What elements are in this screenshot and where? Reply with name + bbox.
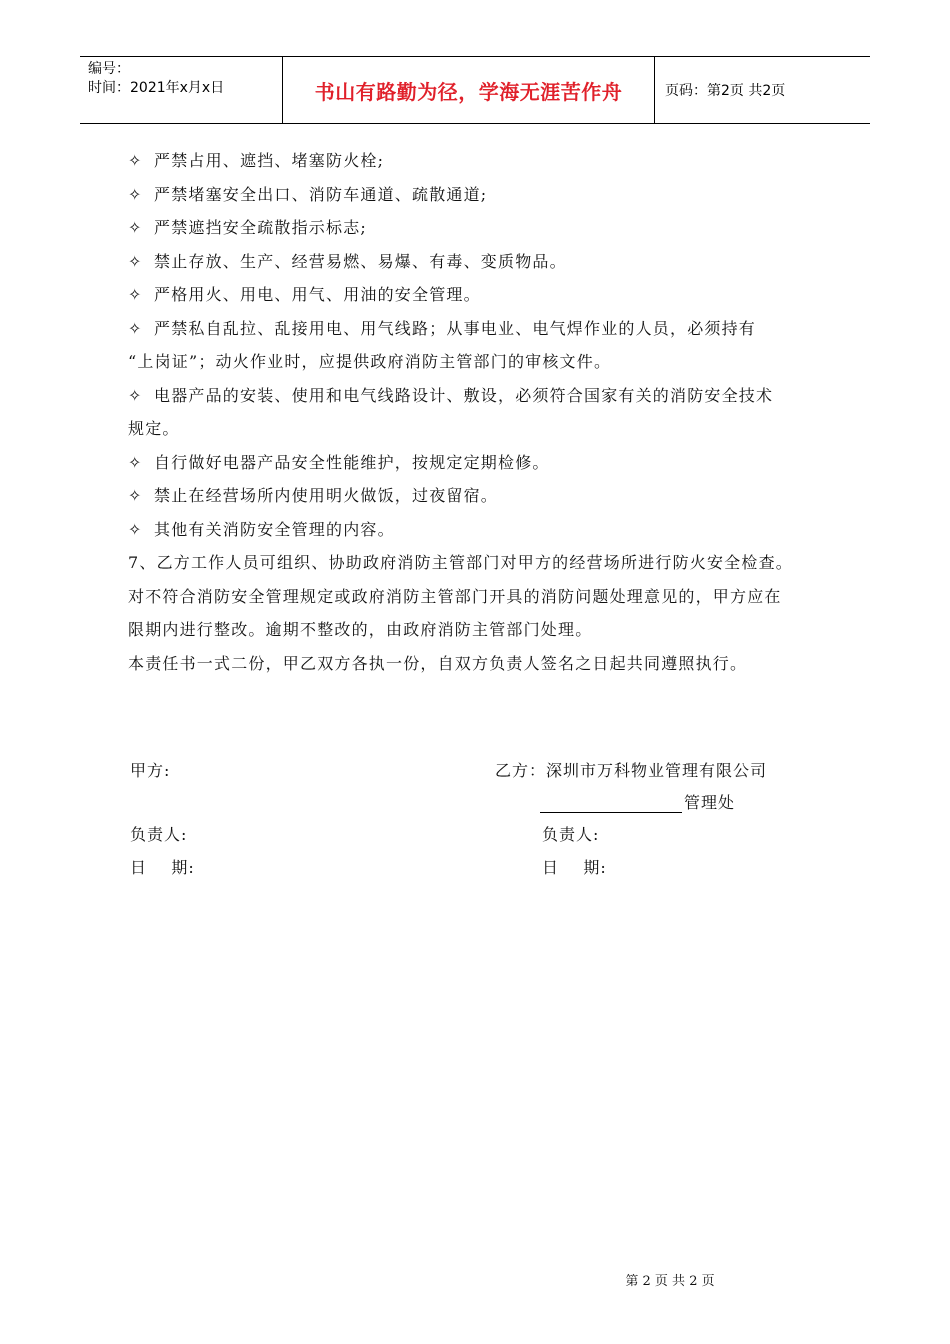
diamond-bullet-icon: ✧	[128, 452, 143, 472]
diamond-bullet-icon: ✧	[128, 519, 143, 539]
diamond-bullet-icon: ✧	[128, 486, 143, 505]
closing-statement: 本责任书一式二份，甲乙双方各执一份，自双方负责人签名之日起共同遵照执行。	[128, 653, 748, 673]
list-item-text: 严禁占用、遮挡、堵塞防火栓;	[154, 151, 385, 170]
party-b-label: 乙方：深圳市万科物业管理有限公司	[495, 761, 768, 780]
office-suffix: 管理处	[684, 793, 736, 812]
list-item	[128, 312, 873, 346]
list-item-text: 规定。	[128, 419, 180, 438]
document-header	[80, 56, 870, 124]
list-item	[128, 479, 873, 513]
diamond-bullet-icon: ✧	[128, 285, 143, 304]
paragraph-7-line: 限期内进行整改。逾期不整改的，由政府消防主管部门处理。	[128, 620, 593, 639]
diamond-bullet-icon: ✧	[128, 251, 143, 271]
list-item	[128, 211, 873, 245]
list-item-text: 电器产品的安装、使用和电气线路设计、敷设，必须符合国家有关的消防安全技术	[154, 385, 774, 405]
party-a-responsible-label: 负责人:	[130, 825, 188, 844]
list-item	[128, 379, 873, 413]
list-item-text: 其他有关消防安全管理的内容。	[154, 519, 395, 539]
document-time-label: 时间：2021年x月x日	[88, 80, 225, 96]
list-item	[128, 513, 873, 547]
header-meta	[80, 57, 282, 123]
header-page-number: 页码：第2页 共2页	[665, 83, 786, 99]
list-item-text: 严禁私自乱拉、乱接用电、用气线路；从事电业、电气焊作业的人员，必须持有	[154, 318, 757, 338]
list-item-continuation	[128, 412, 873, 446]
list-item-text: 严禁遮挡安全疏散指示标志;	[154, 218, 367, 237]
document-body	[128, 144, 873, 680]
list-item-text: “上岗证”；动火作业时，应提供政府消防主管部门的审核文件。	[128, 352, 612, 371]
list-item	[128, 245, 873, 279]
header-motto: 书山有路勤为径，学海无涯苦作舟	[282, 57, 655, 123]
list-item-text: 严禁堵塞安全出口、消防车通道、疏散通道;	[154, 184, 488, 204]
office-name-blank	[540, 796, 682, 813]
paragraph-7-line: 对不符合消防安全管理规定或政府消防主管部门开具的消防问题处理意见的，甲方应在	[128, 586, 782, 606]
party-b-date-label: 日 期:	[542, 858, 607, 877]
list-item	[128, 278, 873, 312]
list-item-text: 禁止存放、生产、经营易燃、易爆、有毒、变质物品。	[154, 251, 567, 271]
diamond-bullet-icon: ✧	[128, 184, 143, 204]
list-item-continuation	[128, 345, 873, 379]
party-b-responsible-label: 负责人:	[542, 825, 600, 844]
list-item	[128, 178, 873, 212]
diamond-bullet-icon: ✧	[128, 151, 143, 170]
document-number-label: 编号：	[88, 61, 130, 77]
page-footer: 第 2 页 共 2 页	[625, 1274, 715, 1289]
diamond-bullet-icon: ✧	[128, 385, 143, 405]
list-item	[128, 144, 873, 178]
paragraph-7-line: 7、乙方工作人员可组织、协助政府消防主管部门对甲方的经营场所进行防火安全检查。	[128, 553, 793, 572]
list-item-text: 禁止在经营场所内使用明火做饭，过夜留宿。	[154, 486, 499, 505]
diamond-bullet-icon: ✧	[128, 218, 143, 237]
list-item-text: 自行做好电器产品安全性能维护，按规定定期检修。	[154, 452, 550, 472]
list-item	[128, 446, 873, 480]
management-office-line	[540, 790, 735, 813]
list-item-text: 严格用火、用电、用气、用油的安全管理。	[154, 285, 481, 304]
party-a-date-label: 日 期:	[130, 858, 195, 877]
diamond-bullet-icon: ✧	[128, 318, 143, 338]
party-a-label: 甲方:	[130, 761, 171, 780]
